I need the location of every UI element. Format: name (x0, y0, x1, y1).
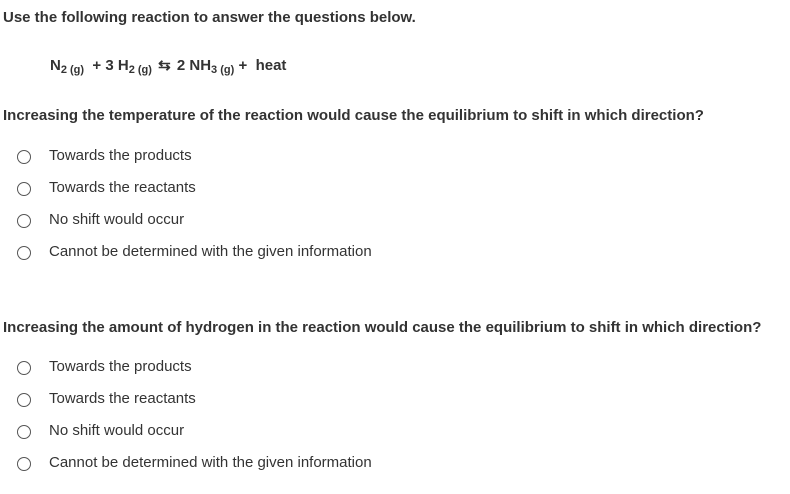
option-label[interactable]: Towards the products (49, 147, 192, 164)
ammonia-subscript: 3 (g) (211, 64, 235, 76)
hydrogen-subscript: 2 (g) (128, 64, 152, 76)
radio-button[interactable] (17, 182, 31, 196)
question-2-options (0, 355, 600, 483)
radio-button[interactable] (17, 214, 31, 228)
option-label[interactable]: No shift would occur (49, 422, 185, 439)
equilibrium-arrow-icon: ⇆ (158, 57, 171, 74)
option-label[interactable]: Cannot be determined with the given information (49, 454, 372, 471)
option-label[interactable]: Towards the reactants (49, 390, 196, 407)
option-label[interactable]: Towards the reactants (49, 179, 196, 196)
radio-button[interactable] (17, 361, 31, 375)
heat-term: heat (255, 57, 287, 74)
q2-option-cannot-determine[interactable] (0, 451, 600, 483)
radio-button[interactable] (17, 150, 31, 164)
radio-button[interactable] (17, 425, 31, 439)
radio-button[interactable] (17, 393, 31, 407)
q1-option-cannot-determine[interactable] (0, 240, 600, 272)
chemical-equation (50, 57, 286, 76)
q1-option-products[interactable] (0, 144, 600, 176)
ammonia-term: 2 NH (176, 57, 212, 74)
radio-button[interactable] (17, 457, 31, 471)
option-label[interactable]: No shift would occur (49, 211, 185, 228)
instructions-text: Use the following reaction to answer the questions below. (3, 9, 416, 26)
hydrogen-term: + 3 H (92, 57, 129, 74)
nitrogen-subscript: 2 (g) (60, 64, 85, 76)
question-1-text: Increasing the temperature of the reaction would cause the equilibrium to shift in which direction? (3, 107, 704, 124)
question-2-text: Increasing the amount of hydrogen in the reaction would cause the equilibrium to shift in which direction? (3, 319, 762, 336)
question-1-options (0, 144, 600, 272)
option-label[interactable]: Towards the products (49, 358, 192, 375)
q2-option-no-shift[interactable] (0, 419, 600, 451)
q1-option-no-shift[interactable] (0, 208, 600, 240)
q1-option-reactants[interactable] (0, 176, 600, 208)
option-label[interactable]: Cannot be determined with the given information (49, 243, 372, 260)
radio-button[interactable] (17, 246, 31, 260)
q2-option-reactants[interactable] (0, 387, 600, 419)
plus-sign: + (238, 57, 248, 74)
nitrogen-formula: N (50, 57, 61, 74)
q2-option-products[interactable] (0, 355, 600, 387)
